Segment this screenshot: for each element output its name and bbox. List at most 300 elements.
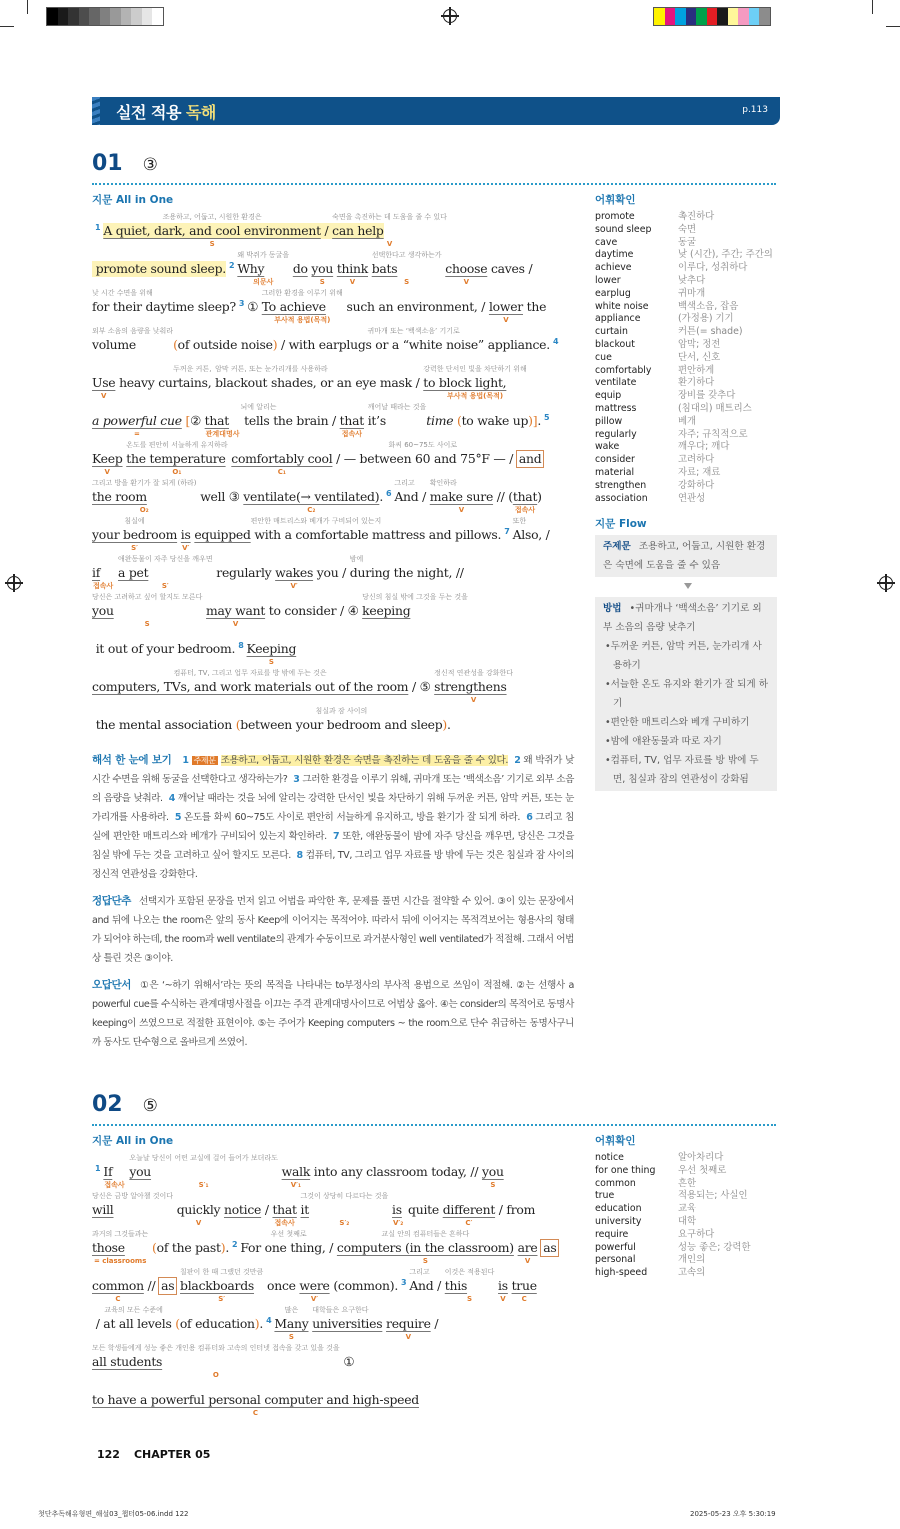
vocab-meaning: 대학	[678, 1215, 697, 1227]
gloss-spacer	[313, 553, 346, 565]
vocab-meaning: 환기하다	[678, 377, 715, 389]
vocab-meaning: 편안하게	[678, 364, 715, 376]
tag-spacer	[493, 505, 513, 515]
vocab-word: wake	[595, 441, 620, 453]
phrase-text: .	[447, 717, 451, 732]
underlined-phrase	[275, 553, 313, 591]
phrase	[265, 591, 362, 629]
sentence-number: 3	[238, 299, 245, 308]
phrase-text: keeping	[362, 603, 411, 618]
vocab-word: appliance	[595, 313, 641, 325]
answer-mark: ③	[142, 155, 158, 175]
underlined-phrase	[118, 553, 213, 591]
crop-mark	[872, 0, 873, 14]
vocab-meaning: 숙면	[678, 223, 697, 235]
flow-method-label: 방법	[603, 603, 622, 615]
korean-gloss: 당신은 금방 알아챌 것이다	[92, 1192, 174, 1200]
header-stripe-decoration	[92, 97, 100, 125]
phrase	[447, 705, 451, 743]
grammar-tag: O₂	[139, 506, 149, 514]
topic-sentence-badge: 주제문	[193, 756, 216, 765]
korean-gloss: 컴퓨터, TV, 그리고 업무 자료를 방 밖에 두는 것은	[173, 669, 327, 677]
gloss-spacer	[173, 1190, 224, 1202]
vocab-meaning: 강화하다	[678, 479, 715, 491]
underlined-phrase	[129, 1152, 278, 1190]
grammar-tag: S	[490, 1181, 496, 1189]
tag-spacer	[215, 391, 423, 401]
underlined-phrase	[274, 1304, 308, 1342]
crop-mark	[27, 0, 28, 14]
underlined-phrase	[430, 477, 493, 515]
korean-gloss: 정신적 연관성을 강화한다	[434, 669, 514, 677]
tag-spacer	[332, 467, 513, 477]
tag-spacer	[431, 1332, 442, 1342]
korean-gloss: 선택한다고 생각하는가	[371, 251, 442, 259]
phrase-text: of outside noise	[177, 337, 273, 352]
phrase	[368, 401, 427, 439]
color-swatch	[58, 8, 69, 25]
phrase-text: universities	[312, 1316, 383, 1331]
tag-spacer	[263, 1294, 299, 1304]
gloss-spacer	[159, 1266, 176, 1278]
tag-spacer	[513, 543, 554, 553]
vocab-meaning: 자료; 재료	[678, 466, 721, 478]
sentence-number-unit	[550, 325, 561, 363]
gloss-spacer	[487, 249, 536, 261]
korean-gloss: 깨어날 때라는 것을	[367, 403, 427, 411]
tag-spacer	[92, 695, 408, 705]
vocab-item	[595, 1216, 780, 1229]
vocab-meaning: 고려하다	[678, 454, 715, 466]
passage-column	[92, 193, 574, 1052]
underlined-phrase	[372, 249, 442, 287]
underlined-phrase	[247, 629, 297, 667]
tag-spacer	[92, 733, 232, 743]
vocab-word: regularly	[595, 428, 637, 440]
grammar-tag: 접속사	[274, 1219, 295, 1227]
phrase-text: And /	[394, 489, 430, 504]
phrase-text: may want	[206, 603, 266, 618]
phrase-text: // (	[493, 489, 513, 504]
sentence-number: 4	[266, 1316, 272, 1325]
tag-spacer	[523, 315, 546, 325]
vocab-item	[595, 1178, 780, 1191]
tag-spacer	[92, 353, 173, 363]
phrase-text: ②	[190, 413, 205, 428]
underlined-phrase	[237, 249, 289, 287]
grammar-tag: V	[232, 620, 239, 628]
phrase	[261, 1190, 272, 1228]
tag-spacer	[409, 1294, 444, 1304]
phrase-text: of education	[179, 1316, 255, 1331]
gloss-spacer	[194, 515, 250, 527]
phrase-text: you	[92, 603, 114, 618]
vocab-word: achieve	[595, 262, 632, 274]
gloss-spacer	[537, 477, 545, 489]
sentence-number-unit	[383, 477, 394, 515]
vocab-item	[595, 403, 780, 416]
korean-gloss: 교실 안의 컴퓨터들은 흔하다	[381, 1230, 470, 1238]
vocab-word: ventilate	[595, 377, 637, 389]
vocab-meaning: (침대의) 매트리스	[678, 402, 752, 414]
gloss-spacer	[197, 477, 244, 489]
gloss-spacer	[340, 401, 364, 413]
underlined-phrase	[92, 439, 123, 477]
grammar-tag: S′₂	[339, 1219, 350, 1227]
vocab-meaning: 암막; 정전	[678, 338, 721, 350]
grammar-tag: V′	[310, 1295, 319, 1303]
phrase	[313, 553, 346, 591]
title-part: 실전 적용	[116, 103, 186, 122]
korean-gloss: 과거의 그것들과는	[92, 1230, 149, 1238]
vocab-list	[595, 211, 780, 505]
tag-spacer	[277, 353, 550, 363]
vocab-item	[595, 301, 780, 314]
phrase-text: .	[259, 1316, 264, 1331]
underlined-phrase	[445, 1266, 495, 1304]
korean-gloss: 그러한 환경을 이루기 위해	[261, 289, 343, 297]
grammar-tag: V′₂	[393, 1219, 404, 1227]
tag-spacer	[447, 733, 451, 743]
vocab-item	[595, 429, 780, 442]
tag-spacer	[251, 543, 502, 553]
korean-gloss: 숙면을 촉진하는 데 도움을 줄 수 있다	[332, 213, 447, 221]
sentence-number-unit	[263, 1304, 274, 1342]
registration-mark-icon	[7, 576, 21, 590]
grammar-tag: S′	[161, 582, 169, 590]
grammar-tag: 접속사	[104, 1181, 125, 1189]
tag-spacer	[528, 429, 537, 439]
underlined-phrase	[498, 1266, 508, 1304]
gloss-spacer	[92, 1380, 419, 1392]
phrase-text: for their daytime sleep?	[92, 299, 236, 314]
underlined-phrase	[445, 249, 487, 287]
phrase-text: that	[512, 489, 538, 504]
underlined-phrase	[434, 667, 513, 705]
gloss-spacer	[92, 629, 235, 641]
wrong-clue-label: 오답단서	[92, 979, 131, 991]
gloss-spacer	[92, 553, 114, 565]
gloss-spacer	[263, 1266, 299, 1278]
phrase-text: )	[537, 489, 546, 504]
tag-spacer	[398, 1288, 409, 1298]
grammar-tag: 접속사	[341, 430, 362, 438]
grammar-tag: V	[405, 1333, 412, 1341]
korean-gloss: 낮 시간 수면을 위해	[92, 289, 153, 297]
vocab-word: comfortably	[595, 364, 652, 376]
phrase	[240, 401, 339, 439]
underlined-phrase	[92, 1266, 144, 1304]
vocab-word: mattress	[595, 402, 637, 414]
gloss-spacer	[541, 401, 552, 413]
grammar-tag: V	[100, 392, 107, 400]
gloss-spacer	[92, 1266, 144, 1278]
phrase-text: (	[175, 1316, 180, 1331]
korean-gloss: 당신은 고려하고 싶어 할지도 모른다	[92, 593, 203, 601]
vocab-meaning: 교육	[678, 1203, 697, 1215]
phrase-text	[504, 1164, 508, 1180]
tag-spacer	[504, 1180, 508, 1190]
phrase-text: the room	[92, 489, 147, 504]
phrase-text: will	[92, 1202, 114, 1217]
phrase	[487, 249, 536, 287]
vocab-item	[595, 467, 780, 480]
answer-clue-label: 정답단추	[92, 895, 131, 907]
vocab-item	[595, 454, 780, 467]
gloss-spacer	[231, 439, 332, 451]
underlined-phrase	[262, 287, 343, 325]
korean-gloss: 외부 소음의 음량을 낮춰라	[92, 327, 174, 335]
vocab-word: white noise	[595, 300, 649, 312]
vocab-meaning: 깨우다; 깨다	[678, 441, 730, 453]
vocab-word: earplug	[595, 287, 631, 299]
gloss-spacer	[190, 401, 205, 413]
grammar-tag: C′	[465, 1219, 473, 1227]
vocab-word: education	[595, 1203, 642, 1215]
tag-spacer	[157, 1256, 221, 1266]
sentence-number: 7	[504, 527, 510, 536]
tag-spacer	[180, 1332, 255, 1342]
phrase	[92, 287, 236, 325]
gloss-spacer	[408, 667, 434, 679]
korean-gloss: 당신의 침실 밖에 그것을 두는 것을	[362, 593, 468, 601]
vocab-item	[595, 416, 780, 429]
phrase-text: .	[379, 489, 384, 504]
underlined-phrase	[181, 515, 191, 553]
page-footer	[92, 1448, 780, 1461]
underlined-phrase	[300, 1190, 388, 1228]
underlined-phrase	[332, 211, 447, 249]
underlined-phrase	[92, 363, 115, 401]
korean-gloss: 대학들은 요구한다	[312, 1306, 369, 1314]
flow-method-text: •컴퓨터, TV, 업무 자료를 방 밖에 두면, 침실과 잠의 연관성이 강화됨	[605, 755, 759, 786]
phrase-text: this	[444, 1278, 468, 1293]
sentence-number: 6	[526, 812, 533, 823]
phrase	[92, 249, 226, 287]
question-number: 01	[92, 151, 123, 176]
gloss-spacer	[272, 1190, 296, 1202]
phrase-text: computers (in the classroom)	[336, 1240, 514, 1255]
vocab-item	[595, 1254, 780, 1267]
sentence-number-unit	[501, 515, 512, 553]
phrase-text: //	[143, 1278, 160, 1293]
phrase-text	[558, 1240, 562, 1256]
underlined-phrase	[92, 667, 408, 705]
title-highlight: 독해	[185, 103, 216, 122]
phrase-text: (	[235, 717, 241, 732]
phrase-text: Keep	[92, 451, 123, 466]
phrase-text: /	[261, 1202, 273, 1217]
korean-gloss: 두꺼운 커튼,	[173, 365, 212, 373]
grammar-tag: V	[349, 278, 356, 286]
sidebar-column	[595, 193, 780, 791]
vocab-meaning: 베개	[678, 415, 697, 427]
translation-label: 해석 한 눈에 보기	[92, 754, 172, 766]
phrase-text: To achieve	[261, 299, 326, 314]
korean-gloss: 강력한 단서인 빛을 차단하기 위해	[423, 365, 527, 373]
passage-q1	[92, 211, 574, 743]
gloss-spacer	[392, 1190, 404, 1202]
phrase-text: )	[220, 1240, 226, 1255]
korean-gloss: 확인하라	[429, 479, 457, 487]
tag-spacer	[240, 733, 442, 743]
passage-q2	[92, 1152, 574, 1418]
vocab-list	[595, 1152, 780, 1280]
grammar-tag: O	[212, 1371, 219, 1379]
phrase	[404, 1190, 442, 1228]
phrase-text: true	[511, 1278, 537, 1293]
vocab-item	[595, 390, 780, 403]
tag-spacer	[144, 1294, 159, 1304]
phrase	[408, 667, 434, 705]
phrase	[350, 553, 468, 591]
flow-method-item	[603, 732, 769, 751]
phrase-text: all students	[92, 1354, 163, 1369]
phrase	[251, 515, 502, 553]
phrase-text: are	[517, 1240, 538, 1255]
gloss-spacer	[543, 439, 547, 451]
grammar-tag: V	[104, 468, 110, 476]
vocab-meaning: 자주; 규칙적으로	[678, 428, 748, 440]
translation-text: 그러한 환경을 이루기 위해, 귀마개 또는 ‘백색소음’ 기기로 외부 소음의 음량을 낮춰라.	[92, 774, 575, 804]
grammar-tag: S	[288, 1333, 294, 1341]
underlined-phrase	[126, 439, 227, 477]
underlined-phrase	[293, 249, 308, 287]
underlined-phrase	[489, 287, 523, 325]
korean-gloss: 귀마개 또는 ‘백색소음’ 기기로	[367, 327, 460, 335]
vocab-item	[595, 493, 780, 506]
phrase-text: caves /	[487, 261, 537, 276]
phrase	[213, 553, 276, 591]
phrase-text: from	[506, 1202, 539, 1217]
tag-spacer	[226, 271, 237, 281]
korean-gloss: 화씨 60~75도 사이로	[388, 441, 458, 449]
answer-mark: ⑤	[142, 1096, 158, 1116]
phrase-text: to block light,	[423, 375, 507, 390]
phrase	[190, 401, 205, 439]
tag-spacer	[240, 429, 339, 439]
phrase	[513, 515, 554, 553]
flow-method-text: •서늘한 온도 유지와 환기가 잘 되게 하기	[605, 679, 768, 710]
grammar-tag: C	[252, 1409, 259, 1417]
phrase	[157, 1228, 221, 1266]
phrase	[144, 1266, 159, 1304]
sentence-number: 2	[232, 1240, 238, 1249]
underlined-phrase	[92, 515, 177, 553]
tag-spacer	[310, 1180, 482, 1190]
tag-spacer	[541, 1256, 558, 1266]
korean-gloss: 우선 첫째로	[270, 1230, 307, 1238]
phrase	[409, 1266, 444, 1304]
phrase-text: blackout shades, or an eye mask /	[215, 375, 424, 390]
vocab-item	[595, 249, 780, 262]
gloss-spacer	[518, 1228, 538, 1240]
gloss-spacer	[517, 439, 544, 451]
answer-clue	[92, 892, 574, 968]
phrase	[541, 1228, 558, 1266]
phrase-text: make sure	[429, 489, 494, 504]
phrase-text: such an environment, /	[342, 299, 489, 314]
sentence-number-unit	[229, 1228, 240, 1266]
flow-topic-box	[595, 535, 777, 577]
phrase-text: equipped	[194, 527, 251, 542]
korean-gloss: 오늘날 당신이 어떤 교실에 걸어 들어가 보더라도	[129, 1154, 278, 1162]
tag-spacer	[501, 537, 512, 547]
underlined-phrase	[205, 401, 241, 439]
gloss-spacer	[489, 287, 523, 299]
phrase	[506, 1190, 538, 1228]
phrase	[173, 1190, 224, 1228]
vocab-item	[595, 237, 780, 250]
phrase	[504, 1152, 508, 1190]
phrase	[277, 325, 550, 363]
phrase-text: different	[442, 1202, 496, 1217]
korean-gloss: 침실과 잠 사이의	[315, 707, 368, 715]
phrase-text: with a comfortable mattress and pillows.	[250, 527, 502, 542]
phrase	[543, 439, 547, 477]
flow-method-item	[603, 713, 769, 732]
flow-method-text: •귀마개나 ‘백색소음’ 기기로 외부 소음의 음량 낮추기	[603, 603, 762, 634]
page-content	[92, 0, 780, 1481]
vocab-item	[595, 480, 780, 493]
phrase-text: quite	[404, 1202, 443, 1217]
grammar-tag: 부사적 용법(목적)	[446, 392, 504, 400]
korean-gloss: 애완동물이 자주 당신을 깨우면	[118, 555, 213, 563]
phrase-text: that	[204, 413, 229, 428]
phrase-text: blackboards	[180, 1278, 255, 1293]
korean-gloss: 교육의 모든 수준에	[104, 1306, 163, 1314]
phrase-text: you /	[313, 565, 347, 580]
tag-spacer	[558, 1256, 562, 1266]
phrase-text: during the night, //	[349, 565, 468, 580]
gloss-spacer	[144, 1266, 159, 1278]
grammar-tag: S′	[218, 1295, 226, 1303]
sentence-number-unit	[398, 1266, 409, 1304]
arrow-down-icon	[684, 583, 692, 589]
grammar-tag: V	[195, 1219, 202, 1227]
underlined-phrase	[194, 515, 250, 553]
phrase-text: .	[225, 1240, 230, 1255]
grammar-tag: S′₁	[198, 1181, 209, 1189]
phrase-text: A quiet, dark, and cool environment	[103, 223, 321, 238]
passage-section-title: 지문 All in One	[92, 194, 174, 206]
phrase-text: (	[456, 413, 462, 428]
korean-gloss: 편안한 매트리스와 베개가 구비되어 있는지	[250, 517, 382, 525]
vocab-meaning: 적용되는; 사실인	[678, 1190, 748, 1202]
grammar-tag: O₁	[172, 468, 182, 476]
underlined-phrase	[224, 1190, 261, 1228]
grammar-tag: S	[467, 1295, 473, 1303]
sentence-number: 2	[228, 261, 235, 270]
phrase-text: computers, TVs, and work materials out of the room	[92, 679, 409, 694]
vocab-item	[595, 352, 780, 365]
gloss-spacer	[157, 1228, 221, 1240]
grammar-tag: V	[524, 1257, 531, 1265]
phrase-text: is	[498, 1278, 508, 1293]
phrase-text: require	[386, 1316, 431, 1331]
phrase-text: and	[518, 451, 542, 466]
phrase-text: as	[543, 1240, 557, 1255]
phrase-text: you	[481, 1164, 504, 1179]
phrase-text: /	[430, 1316, 442, 1331]
underlined-phrase	[92, 1380, 419, 1418]
grammar-tag: =	[133, 430, 140, 438]
gloss-spacer	[426, 401, 453, 413]
korean-gloss: 조용하고, 어둡고, 시원한 환경은	[162, 213, 262, 221]
tag-spacer	[383, 499, 394, 509]
phrase	[178, 325, 273, 363]
phrase-text: /	[495, 1202, 503, 1217]
